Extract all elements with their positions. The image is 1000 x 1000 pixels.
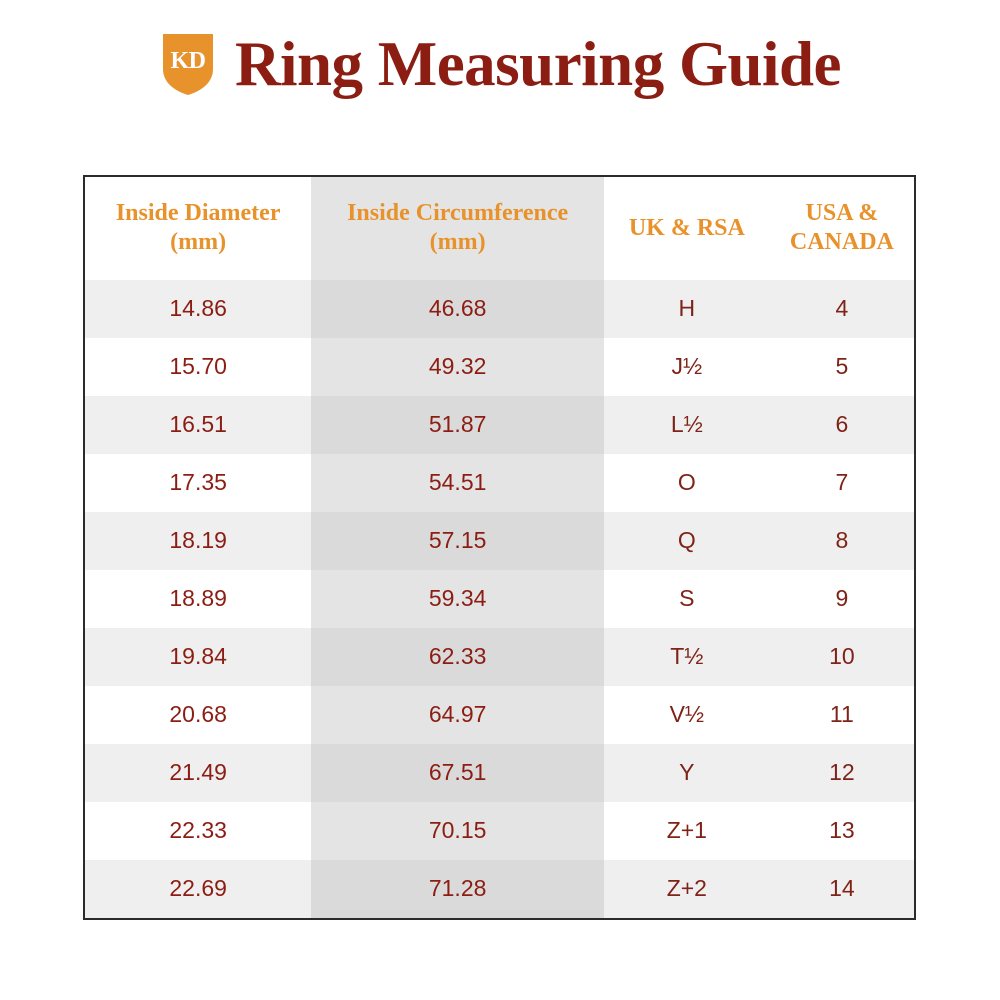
cell-inside-diameter: 20.68 xyxy=(85,686,311,744)
cell-inside-diameter: 14.86 xyxy=(85,280,311,338)
cell-inside-circumference: 49.32 xyxy=(311,338,604,396)
cell-uk-rsa: Z+2 xyxy=(604,860,770,918)
cell-inside-diameter: 18.89 xyxy=(85,570,311,628)
table-row xyxy=(85,454,914,512)
cell-inside-diameter: 15.70 xyxy=(85,338,311,396)
cell-inside-circumference: 59.34 xyxy=(311,570,604,628)
logo-text: KD xyxy=(170,47,206,74)
table-body xyxy=(85,280,914,918)
cell-usa-canada: 6 xyxy=(770,396,914,454)
cell-inside-diameter: 22.69 xyxy=(85,860,311,918)
table-header xyxy=(85,177,914,280)
table-row xyxy=(85,280,914,338)
cell-usa-canada: 13 xyxy=(770,802,914,860)
cell-usa-canada: 10 xyxy=(770,628,914,686)
column-header-inside-circumference: Inside Circumference (mm) xyxy=(311,177,604,280)
table-header-row xyxy=(85,177,914,280)
cell-inside-diameter: 18.19 xyxy=(85,512,311,570)
cell-inside-diameter: 21.49 xyxy=(85,744,311,802)
page-header xyxy=(0,0,1000,99)
cell-usa-canada: 9 xyxy=(770,570,914,628)
column-header-inside-diameter: Inside Diameter (mm) xyxy=(85,177,311,280)
column-header-uk-rsa: UK & RSA xyxy=(604,177,770,280)
cell-usa-canada: 11 xyxy=(770,686,914,744)
cell-uk-rsa: H xyxy=(604,280,770,338)
ring-size-table-container xyxy=(83,175,916,920)
cell-uk-rsa: O xyxy=(604,454,770,512)
table-row xyxy=(85,802,914,860)
cell-uk-rsa: L½ xyxy=(604,396,770,454)
table-row xyxy=(85,628,914,686)
cell-inside-circumference: 54.51 xyxy=(311,454,604,512)
cell-uk-rsa: Y xyxy=(604,744,770,802)
table-row xyxy=(85,570,914,628)
cell-inside-circumference: 46.68 xyxy=(311,280,604,338)
page-title: Ring Measuring Guide xyxy=(234,28,842,99)
cell-uk-rsa: V½ xyxy=(604,686,770,744)
table-row xyxy=(85,512,914,570)
cell-usa-canada: 5 xyxy=(770,338,914,396)
cell-inside-circumference: 64.97 xyxy=(311,686,604,744)
table-row xyxy=(85,744,914,802)
cell-usa-canada: 4 xyxy=(770,280,914,338)
cell-inside-circumference: 71.28 xyxy=(311,860,604,918)
cell-inside-circumference: 51.87 xyxy=(311,396,604,454)
cell-usa-canada: 7 xyxy=(770,454,914,512)
cell-inside-circumference: 67.51 xyxy=(311,744,604,802)
table-row xyxy=(85,860,914,918)
cell-inside-diameter: 17.35 xyxy=(85,454,311,512)
table-row xyxy=(85,686,914,744)
cell-usa-canada: 14 xyxy=(770,860,914,918)
cell-usa-canada: 12 xyxy=(770,744,914,802)
cell-uk-rsa: S xyxy=(604,570,770,628)
cell-uk-rsa: J½ xyxy=(604,338,770,396)
cell-usa-canada: 8 xyxy=(770,512,914,570)
ring-size-table xyxy=(85,177,914,918)
kd-shield-logo xyxy=(159,31,217,97)
cell-inside-circumference: 62.33 xyxy=(311,628,604,686)
cell-inside-diameter: 22.33 xyxy=(85,802,311,860)
cell-uk-rsa: T½ xyxy=(604,628,770,686)
cell-uk-rsa: Z+1 xyxy=(604,802,770,860)
cell-uk-rsa: Q xyxy=(604,512,770,570)
cell-inside-circumference: 57.15 xyxy=(311,512,604,570)
column-header-usa-canada: USA & CANADA xyxy=(770,177,914,280)
cell-inside-diameter: 19.84 xyxy=(85,628,311,686)
table-row xyxy=(85,338,914,396)
table-row xyxy=(85,396,914,454)
cell-inside-circumference: 70.15 xyxy=(311,802,604,860)
cell-inside-diameter: 16.51 xyxy=(85,396,311,454)
